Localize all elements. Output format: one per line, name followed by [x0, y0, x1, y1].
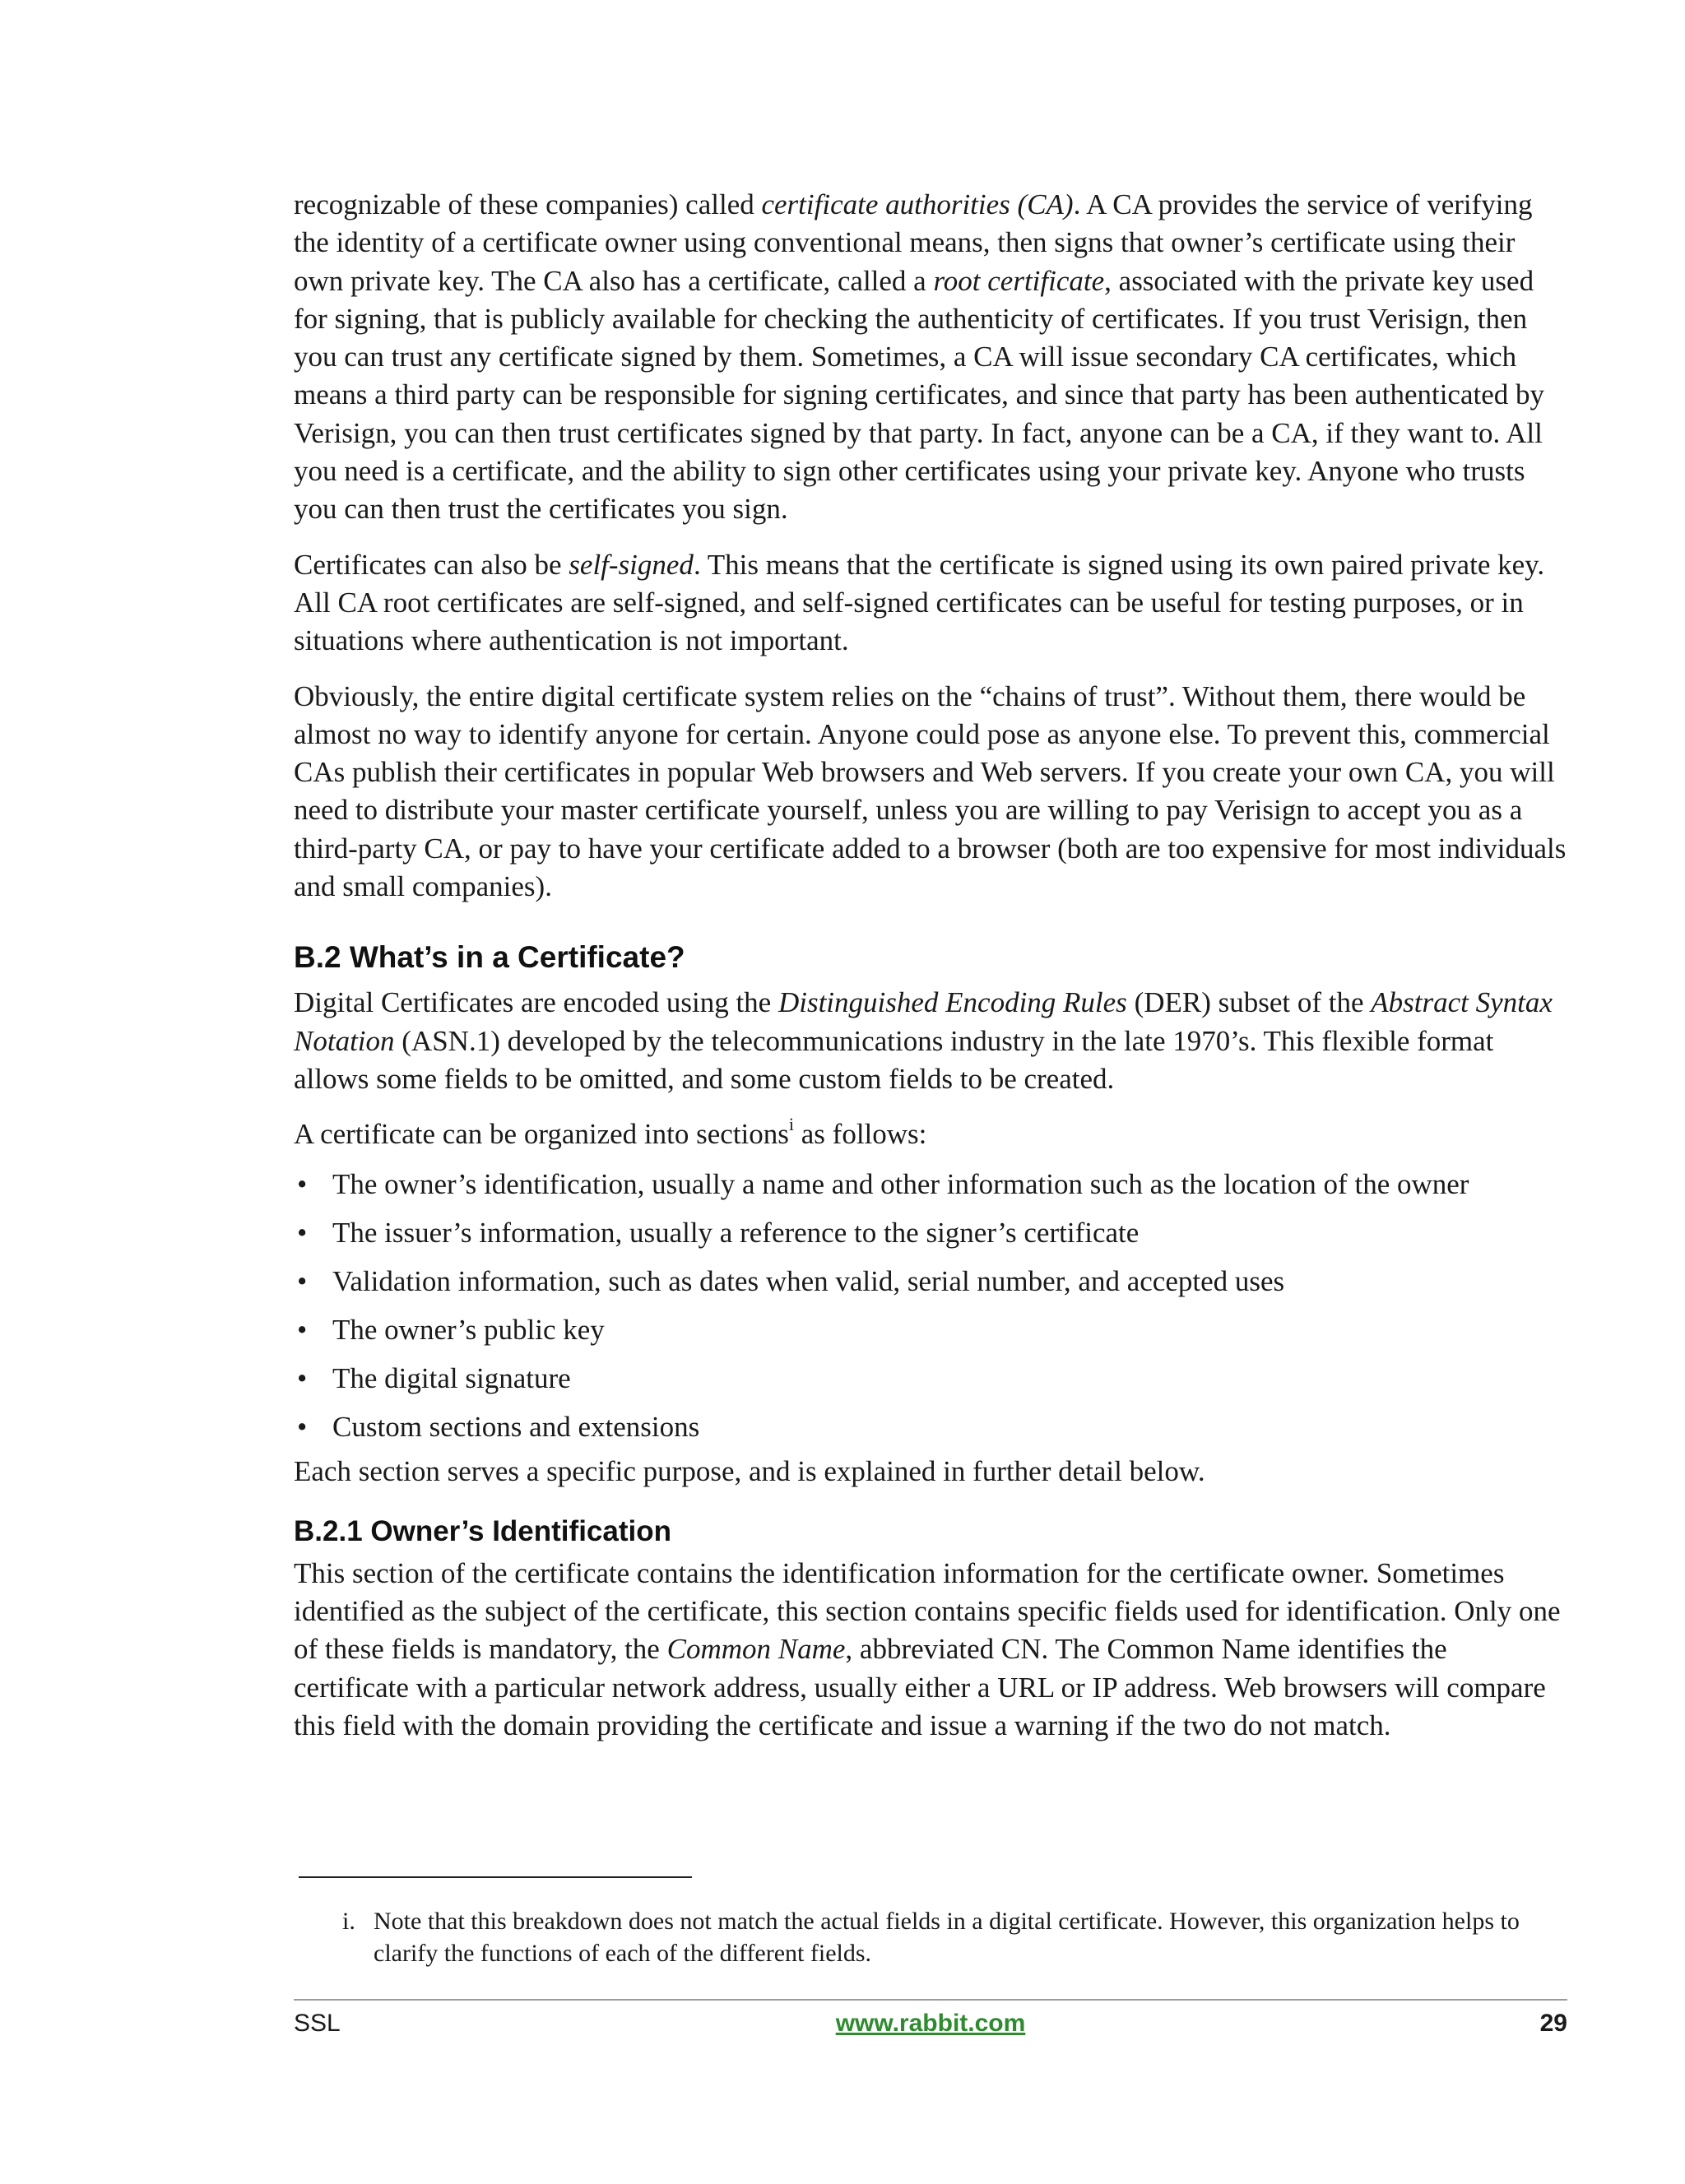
- term-der: Distinguished Encoding Rules: [778, 986, 1127, 1019]
- paragraph-chains-of-trust: Obviously, the entire digital certificate system relies on the “chains of trust”. Without them, there would be almost no way to identify anyone for certain. Anyone could pose as anyone else. To prevent this, commercial CAs publish their certificates in popular Web browsers and Web servers. If you create your own CA, you will need to distribute your master certificate yourself, unless you are willing to pay Verisign to accept you as a third-party CA, or pay to have your certificate added to a browser (both are too expensive for most individuals and small companies).: [294, 679, 1567, 903]
- paragraph-sections-purpose: Each section serves a specific purpose, and is explained in further detail below.: [294, 1454, 1205, 1487]
- paragraph-certificate-authorities: recognizable of these companies) called certificate authorities (CA). A CA provides the service of verifying the identity of a certificate owner using conventional means, then signs that owner’s certificate using their own private key. The CA also has a certificate, called a root certificate, associated with the private key used for signing, that is publicly available for checking the authenticity of certificates. If you trust Verisign, then you can trust any certificate signed by them. Sometimes, a CA will issue secondary CA certificates, which means a third party can be responsible for signing certificates, and since that party has been authenticated by Verisign, you can then trust certificates signed by that party. In fact, anyone can be a CA, if they want to. All you need is a certificate, and the ability to sign other certificates using your private key. Anyone who trusts you can then trust the certificates you sign.: [294, 188, 1545, 526]
- page-number: 29: [1539, 2010, 1567, 2037]
- footnote-reference: i: [788, 1113, 795, 1134]
- footer-section-title: SSL: [294, 2010, 341, 2037]
- section-heading-b21: B.2.1 Owner’s Identification: [294, 1514, 671, 1547]
- section-heading-b2: B.2 What’s in a Certificate?: [294, 940, 685, 975]
- bullet-icon: •: [297, 1216, 308, 1249]
- footnote-text: Note that this breakdown does not match the actual fields in a digital certificate. However, this organization helps to clarify the functions of each of the different fields.: [374, 1908, 1520, 1967]
- certificate-sections-list: [294, 1166, 1567, 1446]
- list-item: • Validation information, such as dates when valid, serial number, and accepted uses: [294, 1263, 1567, 1301]
- bullet-icon: •: [297, 1313, 308, 1346]
- term-certificate-authorities: certificate authorities (CA): [761, 188, 1074, 220]
- paragraph-sections-intro: A certificate can be organized into sections$^i$ as follows:: [294, 1113, 927, 1151]
- bullet-icon: •: [297, 1167, 308, 1200]
- term-asn1: Abstract Syntax Notation: [294, 986, 1553, 1057]
- footer-website-link[interactable]: www.rabbit.com: [835, 2010, 1026, 2037]
- bullet-icon: •: [297, 1361, 308, 1394]
- bullet-icon: •: [297, 1410, 308, 1443]
- paragraph-self-signed: Certificates can also be self-signed. This means that the certificate is signed using its own paired private key. All CA root certificates are self-signed, and self-signed certificates can be useful for testing purposes, or in situations where authentication is not important.: [294, 548, 1545, 657]
- main-content: [294, 186, 1567, 1762]
- term-root-certificate: root certificate: [933, 264, 1105, 297]
- list-item: • The issuer’s information, usually a reference to the signer’s certificate: [294, 1214, 1567, 1252]
- term-common-name: Common Name: [666, 1633, 846, 1666]
- list-item: • Custom sections and extensions: [294, 1408, 1567, 1446]
- footer-divider: [294, 1999, 1567, 2001]
- bullet-icon: •: [297, 1264, 308, 1297]
- footnote: [342, 1905, 1543, 1969]
- term-self-signed: self-signed: [569, 548, 694, 581]
- list-item: • The owner’s identification, usually a name and other information such as the location of the owner: [294, 1166, 1567, 1203]
- paragraph-der-encoding: Digital Certificates are encoded using the Distinguished Encoding Rules (DER) subset of the Abstract Syntax Notation (ASN.1) developed by the telecommunications industry in the late 1970’s. This flexible format allows some fields to be omitted, and some custom fields to be created.: [294, 986, 1553, 1095]
- page-footer: [294, 2010, 1567, 2043]
- list-item: • The digital signature: [294, 1360, 1567, 1398]
- paragraph-owner-identification: This section of the certificate contains the identification information for the certificate owner. Sometimes identified as the subject of the certificate, this section contains specific fields used for identification. Only one of these fields is mandatory, the Common Name, abbreviated CN. The Common Name identifies the certificate with a particular network address, usually either a URL or IP address. Web browsers will compare this field with the domain providing the certificate and issue a warning if the two do not match.: [294, 1556, 1561, 1742]
- list-item: • The owner’s public key: [294, 1311, 1567, 1349]
- footnote-divider: [299, 1876, 692, 1878]
- footnote-mark: i.: [342, 1908, 355, 1935]
